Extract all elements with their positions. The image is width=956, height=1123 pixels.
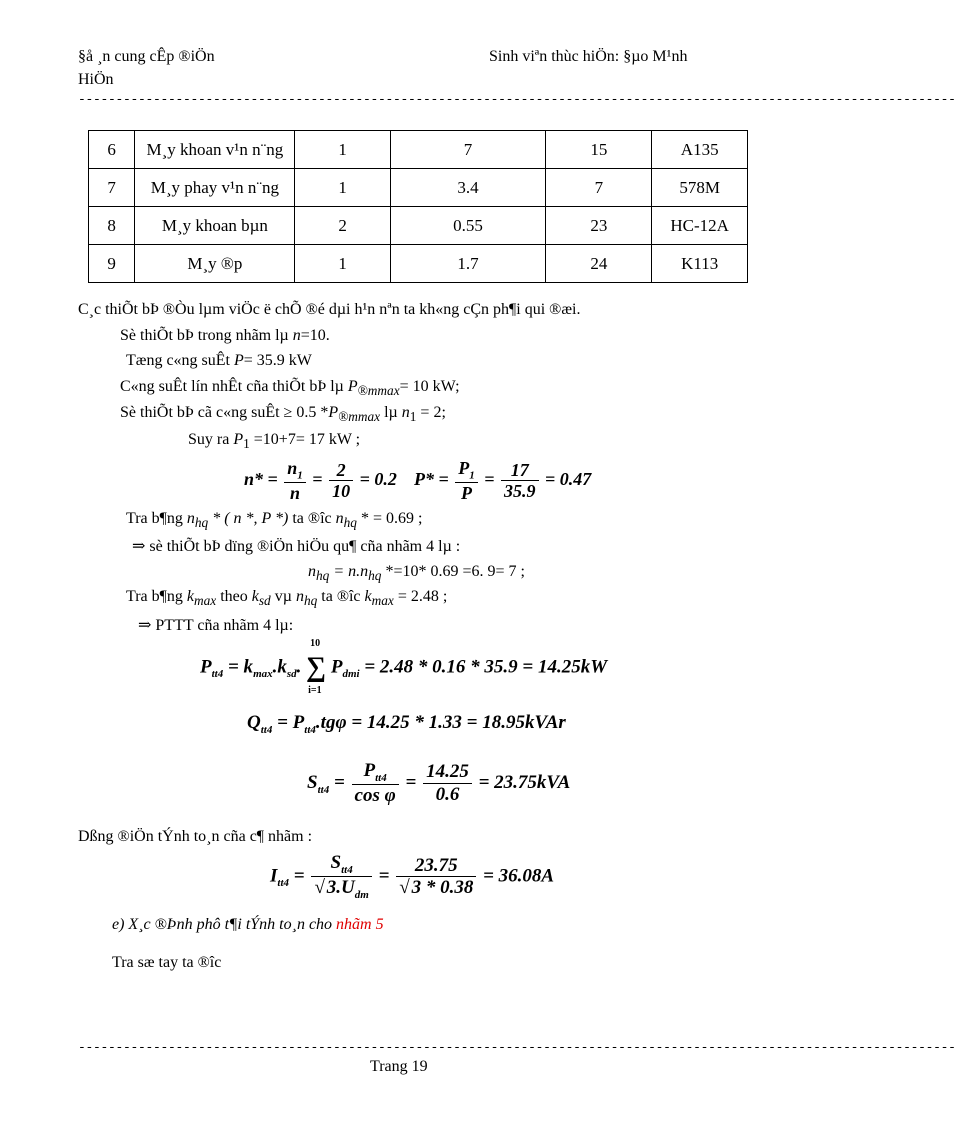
formula-qtt4: $Q_{tt4} = P_{tt4}.tg\varphi = 14.25 * 1.33$ = 18.95kVAr [247, 712, 566, 736]
body-line-5: Sè thiÕt bÞ cã c«ng suÊt ≥ 0.5 $*P_{®mmax}$ lµ $n_1 = 2$; [120, 404, 446, 425]
formula-ptt4: $P_{tt4} = k_{max}.k_{sd}$. 10 ∑ i=1 $P_{dmi} = 2.48 * 0.16 * 35.9 = 14.25kW$ [200, 638, 608, 696]
formula-nstar: n* = $\frac{n_1}{n}$ = $\frac{2}{10}$ = 0.2 [244, 458, 397, 504]
table-cell: 6 [89, 131, 135, 169]
table-cell: 0.55 [390, 207, 545, 245]
body-line-1: C¸c thiÕt bÞ ®Òu lµm viÖc ë chÕ ®é dµi h¹n nªn ta kh«ng cÇn ph¶i qui ®æi. [78, 301, 581, 318]
table-cell: 23 [546, 207, 652, 245]
formula-stt4: $S_{tt4}$ = $\frac{P_{tt4}}{\text{cos φ}}$ = $\frac{14.25}{0.6}$ = 23.75kVA [307, 760, 571, 807]
table-cell: 7 [546, 169, 652, 207]
body-line-7: Tra b¶ng $n_{hq}$ * ( n *, P *) ta ®îc $n_{hq}$ * = 0.69 ; [126, 510, 423, 531]
table-row [89, 207, 748, 245]
body-line-2: Sè thiÕt bÞ trong nhãm lµ n=10. [120, 327, 330, 344]
body-line-9: $n_{hq} = n.n_{hq}$ *=10* 0.69 =6. 9= 7 ; [308, 563, 525, 584]
table-cell: 1.7 [390, 245, 545, 283]
equipment-table [88, 130, 748, 283]
body-line-11: ⇒ PTTT cña nhãm 4 lµ: [138, 617, 294, 634]
body-line-12: Dßng ®iÖn tÝnh to¸n cña c¶ nhãm : [78, 828, 313, 845]
header-separator: --------------------------------------------------------------------------------------------------------------------- [78, 92, 956, 107]
header-left-line1: §å ¸n cung cÊp ®iÖn [78, 48, 215, 65]
table-cell: 3.4 [390, 169, 545, 207]
table-cell: 8 [89, 207, 135, 245]
body-line-3: Tæng c«ng suÊt P= 35.9 kW [126, 352, 312, 369]
table-cell: HC-12A [652, 207, 748, 245]
formula-pstar: P* = $\frac{P_1}{P}$ = $\frac{17}{35.9}$ = 0.47 [414, 458, 592, 504]
section-heading-e: e) X¸c ®Þnh phô t¶i tÝnh to¸n cho nhãm 5 [112, 916, 384, 933]
header-left-line2: HiÖn [78, 71, 114, 88]
page-number: Trang 19 [370, 1058, 428, 1075]
body-line-6: Suy ra $P_1 =10+7= 17$ kW ; [188, 431, 361, 452]
formula-itt4: $I_{tt4}$ = $\frac{S_{tt4}}{√ 3.U_{dm}}$ = $\frac{23.75}{√ 3 * 0.38}$ = 36.08A [270, 852, 555, 902]
table-cell: 15 [546, 131, 652, 169]
table-row [89, 131, 748, 169]
table-cell: 7 [89, 169, 135, 207]
table-cell: 578M [652, 169, 748, 207]
table-cell: M¸y phay v¹n n¨ng [135, 169, 295, 207]
table-row [89, 169, 748, 207]
body-line-8: ⇒ sè thiÕt bÞ dïng ®iÖn hiÖu qu¶ cña nhãm 4 lµ : [132, 538, 461, 555]
body-line-14: Tra sæ tay ta ®îc [112, 954, 222, 971]
table-cell: 1 [295, 245, 390, 283]
table-cell: M¸y khoan bµn [135, 207, 295, 245]
table-cell: M¸y khoan v¹n n¨ng [135, 131, 295, 169]
footer-separator: --------------------------------------------------------------------------------------------------------------------- [78, 1040, 956, 1055]
table-cell: 2 [295, 207, 390, 245]
table-cell: K113 [652, 245, 748, 283]
header-right: Sinh viªn thùc hiÖn: §µo M¹nh [489, 48, 688, 65]
table-cell: 1 [295, 131, 390, 169]
body-line-10: Tra b¶ng $k_{max}$ theo $k_{sd}$ vµ $n_{hq}$ ta ®îc $k_{max} = 2.48$ ; [126, 588, 448, 609]
table-row [89, 245, 748, 283]
body-line-4: C«ng suÊt lín nhÊt cña thiÕt bÞ lµ $P_{®mmax}= 10$ kW; [120, 378, 460, 399]
table-cell: A135 [652, 131, 748, 169]
table-cell: M¸y ®p [135, 245, 295, 283]
table-cell: 24 [546, 245, 652, 283]
sum-symbol: 10 ∑ i=1 [306, 638, 327, 696]
table-cell: 9 [89, 245, 135, 283]
table-cell: 7 [390, 131, 545, 169]
table-cell: 1 [295, 169, 390, 207]
